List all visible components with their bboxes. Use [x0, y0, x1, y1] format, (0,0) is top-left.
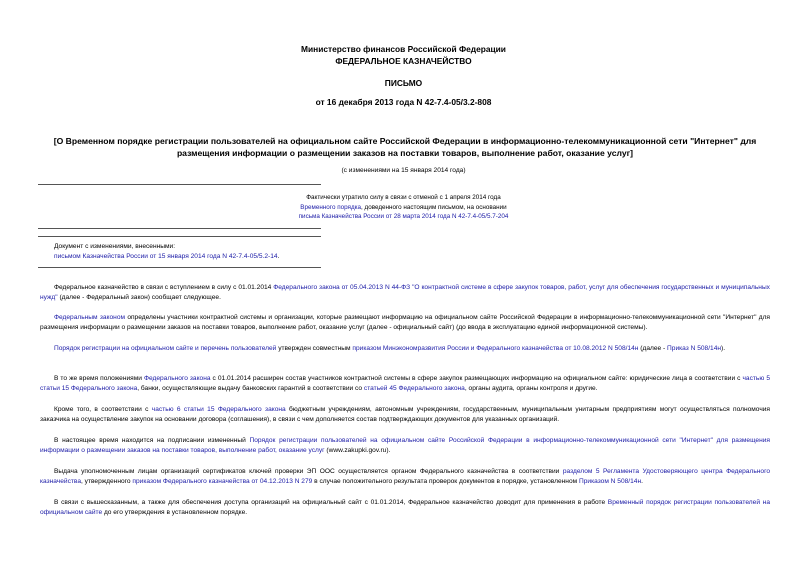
document-changes-link[interactable]: письмом Казначейства России от 15 января 2014 года N 42-7.4-05/5.2-14	[54, 253, 278, 260]
document-changes: Документ с изменениями, внесенными: письмом Казначейства России от 15 января 2014 года N 42-7.4-05/5.2-14.	[54, 243, 280, 260]
ministry-name: Министерство финансов Российской Федерации	[301, 44, 506, 54]
paragraph: Федеральное казначейство в связи с вступлением в силу с 01.01.2014 Федерального закона от 05.04.2013 N 44-ФЗ "О контрактной системе в сфере закупок товаров, работ, услуг для обеспечения государственных и муниципальных нужд" (далее - Федеральный закон) сообщает следующее.	[40, 284, 770, 302]
paragraph: Порядок регистрации на официальном сайте и перечень пользователей утвержден совместным приказом Минэкономразвития России и Федерального казначейства от 10.08.2012 N 508/14н (далее - Приказ N 508/14н).	[54, 345, 726, 352]
status-note-line: Фактически утратило силу в связи с отменой с 1 апреля 2014 года	[306, 194, 501, 201]
agency-name: ФЕДЕРАЛЬНОЕ КАЗНАЧЕЙСТВО	[335, 56, 472, 66]
paragraph: В связи с вышесказанным, а также для обеспечения доступа организаций на официальный сайт с 01.01.2014, Федеральное казначейство доводит для применения в работе Временный порядок регистрации пользователей на официальном сайте до его утверждения в установленном порядке.	[40, 499, 770, 517]
law-link[interactable]: Федеральным законом	[54, 314, 126, 321]
title-line: размещения информации о размещении заказов на поставки товаров, выполнение работ, оказание услуг]	[176, 148, 634, 158]
paragraph: В настоящее время находится на подписании измененный Порядок регистрации пользователей на официальном сайте Российской Федерации в информационно-телекоммуникационной сети "Интернет" для размещения информации о размещении заказов на поставки товаров, выполнение работ, оказание услуг (www.zakupki.gov.ru).	[40, 437, 770, 455]
changes-note: (с изменениями на 15 января 2014 года)	[341, 167, 466, 174]
document-type: ПИСЬМО	[384, 78, 423, 88]
status-note-link[interactable]: Временного порядка	[300, 203, 362, 211]
law-link[interactable]: Федерального закона	[143, 375, 211, 382]
divider	[38, 184, 321, 185]
regulation-link[interactable]: разделом 5 Регламента Удостоверяющего центра Федерального казначейства	[40, 468, 770, 486]
procedure-link[interactable]: Порядок регистрации на официальном сайте и перечень пользователей	[54, 345, 277, 352]
law-article-link[interactable]: статьей 45 Федерального закона	[363, 385, 465, 393]
procedure-link[interactable]: Временный порядок регистрации пользователей на официальном сайте	[40, 499, 770, 517]
order-link[interactable]: приказом Минэкономразвития России и Федерального казначейства от 10.08.2012 N 508/14н	[352, 345, 639, 352]
divider	[38, 236, 321, 237]
law-link[interactable]: Федерального закона от 05.04.2013 N 44-ФЗ "О контрактной системе в сфере закупок товаров, работ, услуг для обеспечения государственных и муниципальных нужд"	[40, 284, 770, 302]
order-link[interactable]: приказом Федерального казначейства от 04.12.2013 N 279	[132, 478, 313, 486]
procedure-link[interactable]: Порядок регистрации пользователей на официальном сайте Российской Федерации в информационно-телекоммуникационной сети "Интернет" для размещения информации о размещении заказов на поставки товаров, выполнение работ, оказание услуг	[40, 437, 770, 455]
title-line: [О Временном порядке регистрации пользователей на официальном сайте Российской Федерации в информационно-телекоммуникационной сети "Интернет" для	[53, 136, 757, 146]
paragraph: Выдача уполномоченным лицам организаций сертификатов ключей проверки ЭП ООС осуществляется органом Федерального казначейства в соответствии разделом 5 Регламента Удостоверяющего центра Федерального казначейства, утвержденного приказом Федерального казначейства от 04.12.2013 N 279 в случае положительного результата проверок документов в порядке, установленном Приказом N 508/14н.	[40, 468, 770, 486]
paragraph: В то же время положениями Федерального закона с 01.01.2014 расширен состав участников контрактной системы в сфере закупок размещающих информацию на официальном сайте: юридические лица в соответствии с частью 5 статьи 15 Федерального закона, банки, осуществляющие выдачу банковских гарантий в соответствии со статьей 45 Федерального закона, органы аудита, органы контроля и другие.	[40, 375, 770, 393]
law-part-link[interactable]: частью 5 статьи 15 Федерального закона	[40, 375, 770, 393]
law-part-link[interactable]: частью 6 статьи 15 Федерального закона	[151, 406, 286, 413]
paragraph: Федеральным законом определены участники контрактной системы и организации, которые размещают информацию на официальном сайте Российской Федерации в информационно-телекоммуникационной сети "Интернет" для размещения информации о размещении заказов на поставки товаров, выполнение работ, оказание услуг (далее - официальный сайт) (до ввода в эксплуатацию единой информационной системы).	[40, 314, 770, 332]
status-note-source-link[interactable]: письма Казначейства России от 28 марта 2014 года N 42-7.4-05/5.7-204	[298, 213, 509, 220]
status-note	[0, 193, 807, 222]
divider	[38, 267, 321, 268]
status-note-line: Временного порядка, доведенного настоящим письмом, на основании	[300, 203, 507, 211]
document-title	[40, 135, 770, 159]
document-changes-label: Документ с изменениями, внесенными:	[54, 243, 176, 250]
order-short-link[interactable]: Приказ N 508/14н	[667, 345, 722, 352]
paragraph: Кроме того, в соответствии с частью 6 статьи 15 Федерального закона бюджетным учреждениям, автономным учреждениям, государственным, муниципальным унитарным предприятиям могут осуществляться полномочия заказчика на осуществление закупок на основании договора (соглашения), в связи с чем дополняется состав подтверждающих документов для указанных организаций.	[40, 406, 771, 424]
status-note-line	[0, 212, 807, 222]
order-short-link[interactable]: Приказом N 508/14н	[578, 478, 642, 486]
document-date-number: от 16 декабря 2013 года N 42-7.4-05/3.2-808	[315, 97, 492, 107]
divider	[38, 228, 321, 229]
